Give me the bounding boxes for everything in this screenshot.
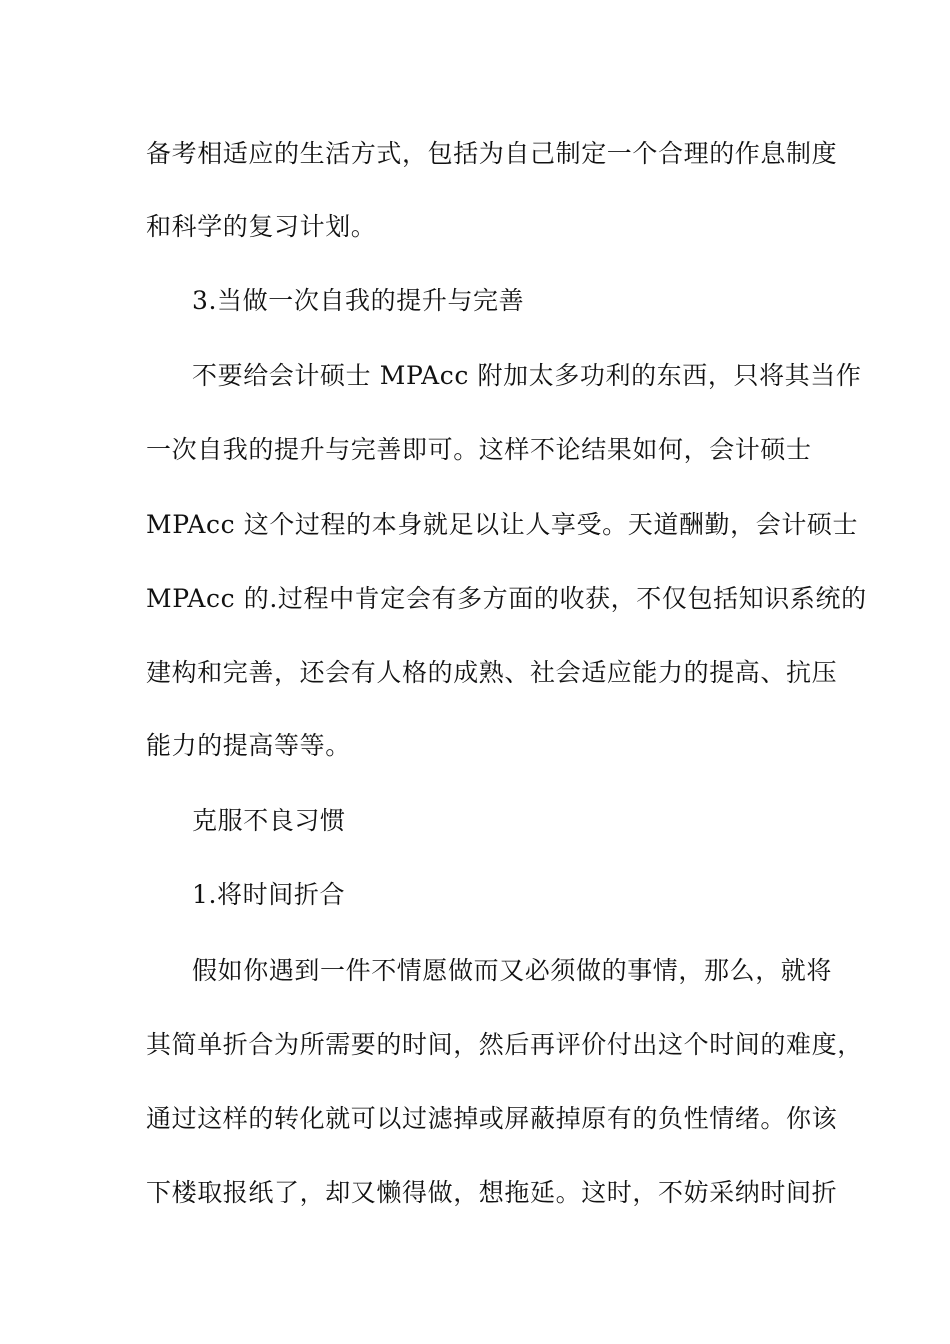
paragraph-line: 不要给会计硕士 MPAcc 附加太多功利的东西，只将其当作 bbox=[192, 361, 862, 390]
paragraph-line: 一次自我的提升与完善即可。这样不论结果如何，会计硕士 bbox=[146, 435, 812, 464]
paragraph-line: 下楼取报纸了，却又懒得做，想拖延。这时，不妨采纳时间折 bbox=[146, 1178, 838, 1207]
paragraph-line: 备考相适应的生活方式，包括为自己制定一个合理的作息制度 bbox=[146, 139, 838, 168]
section-heading: 1.将时间折合 bbox=[192, 880, 346, 909]
paragraph-line: 能力的提高等等。 bbox=[146, 731, 351, 760]
paragraph-line: 其简单折合为所需要的时间，然后再评价付出这个时间的难度， bbox=[146, 1030, 863, 1059]
paragraph-line: MPAcc 这个过程的本身就足以让人享受。天道酬勤，会计硕士 bbox=[146, 510, 859, 539]
paragraph-line: 和科学的复习计划。 bbox=[146, 212, 377, 241]
paragraph-line: 假如你遇到一件不情愿做而又必须做的事情，那么，就将 bbox=[192, 956, 833, 985]
section-heading: 克服不良习惯 bbox=[192, 806, 346, 835]
paragraph-line: 通过这样的转化就可以过滤掉或屏蔽掉原有的负性情绪。你该 bbox=[146, 1104, 838, 1133]
paragraph-line: 建构和完善，还会有人格的成熟、社会适应能力的提高、抗压 bbox=[146, 658, 838, 687]
section-heading: 3.当做一次自我的提升与完善 bbox=[192, 286, 525, 315]
paragraph-line: MPAcc 的.过程中肯定会有多方面的收获，不仅包括知识系统的 bbox=[146, 584, 867, 613]
